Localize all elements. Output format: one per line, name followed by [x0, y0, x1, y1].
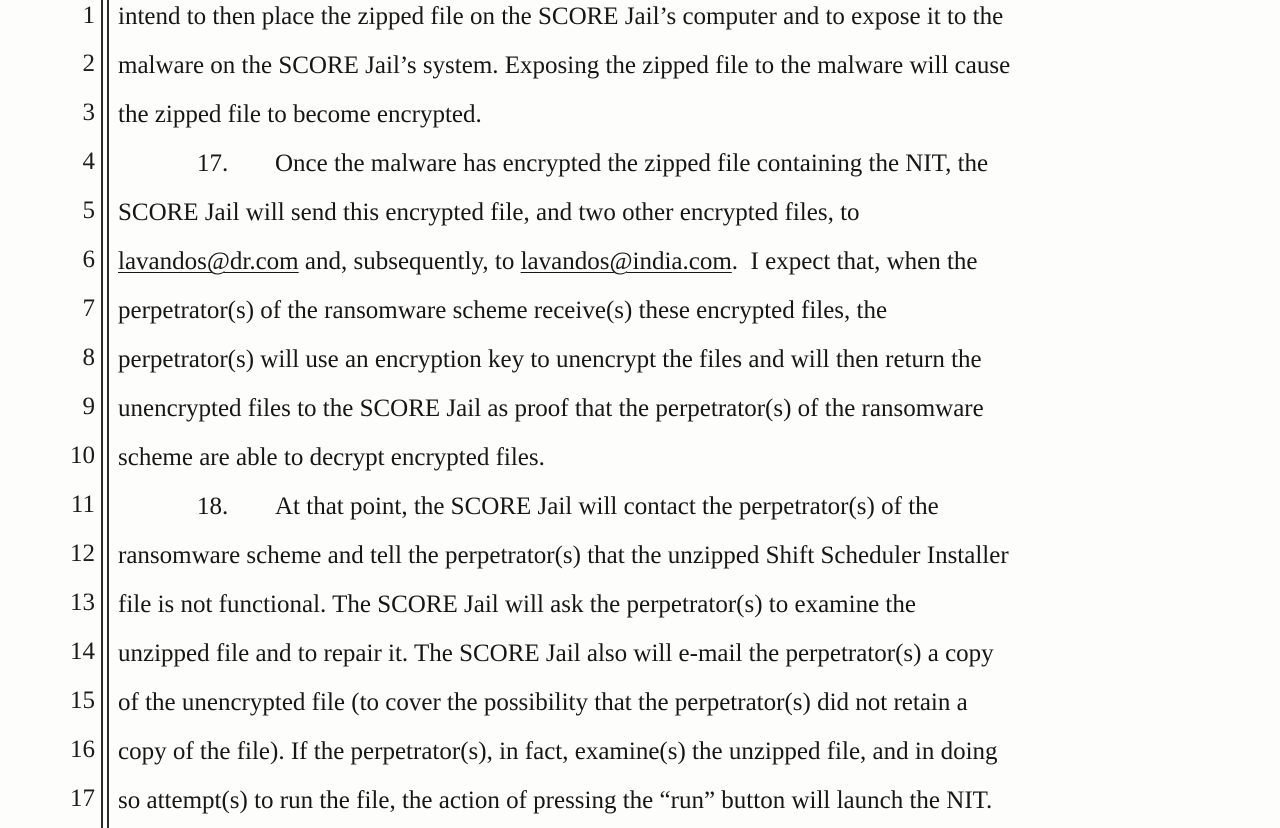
margin-rule-right [107, 0, 109, 828]
email-link[interactable]: lavandos@india.com [520, 248, 732, 275]
body-text-line: scheme are able to decrypt encrypted files. [118, 444, 545, 471]
line-number: 15 [70, 687, 95, 714]
paragraph-number: 18. [197, 493, 229, 520]
line-number: 13 [70, 589, 95, 616]
line-number: 14 [70, 638, 95, 665]
line-number: 17 [70, 785, 95, 812]
line-number: 9 [82, 393, 95, 420]
body-text-line: SCORE Jail will send this encrypted file, and two other encrypted files, to [118, 199, 860, 226]
body-text-line: of the unencrypted file (to cover the possibility that the perpetrator(s) did not retain a [118, 689, 968, 716]
email-link[interactable]: lavandos@dr.com [118, 248, 299, 275]
body-text-line: copy of the file). If the perpetrator(s), in fact, examine(s) the unzipped file, and in doing [118, 738, 998, 765]
body-text-line [118, 149, 1268, 179]
line-text-segment: . I expect that, when the [731, 248, 978, 275]
line-number: 12 [70, 540, 95, 567]
body-text-line: perpetrator(s) of the ransomware scheme receive(s) these encrypted files, the [118, 297, 888, 324]
line-number: 8 [82, 344, 95, 371]
body-text-line: file is not functional. The SCORE Jail will ask the perpetrator(s) to examine the [118, 591, 916, 618]
paragraph-text: At that point, the SCORE Jail will contact the perpetrator(s) of the [275, 493, 939, 520]
line-number: 7 [82, 295, 95, 322]
body-text-line: the zipped file to become encrypted. [118, 101, 482, 128]
margin-rule-left [101, 0, 103, 828]
line-number: 3 [82, 99, 95, 126]
body-text-line: so attempt(s) to run the file, the action of pressing the “run” button will launch the NIT. [118, 787, 993, 814]
body-text-line: malware on the SCORE Jail’s system. Exposing the zipped file to the malware will cause [118, 52, 1011, 79]
line-number: 5 [82, 197, 95, 224]
line-number: 6 [82, 246, 95, 273]
line-number: 16 [70, 736, 95, 763]
body-text-line [118, 492, 1268, 522]
body-text-line [118, 247, 1268, 277]
line-number: 11 [70, 491, 95, 518]
line-number: 1 [82, 2, 95, 29]
body-text-line: intend to then place the zipped file on the SCORE Jail’s computer and to expose it to the [118, 3, 1004, 30]
paragraph-number: 17. [197, 150, 229, 177]
line-number: 4 [82, 148, 95, 175]
line-text-segment: and, subsequently, to [298, 248, 521, 275]
body-text-line: unzipped file and to repair it. The SCORE Jail also will e-mail the perpetrator(s) a copy [118, 640, 994, 667]
body-text-line: unencrypted files to the SCORE Jail as proof that the perpetrator(s) of the ransomware [118, 395, 984, 422]
line-number: 10 [70, 442, 95, 469]
body-text-line: perpetrator(s) will use an encryption key to unencrypt the files and will then return the [118, 346, 982, 373]
paragraph-text: Once the malware has encrypted the zipped file containing the NIT, the [275, 150, 989, 177]
line-number: 2 [82, 50, 95, 77]
body-text-line: ransomware scheme and tell the perpetrator(s) that the unzipped Shift Scheduler Installer [118, 542, 1009, 569]
